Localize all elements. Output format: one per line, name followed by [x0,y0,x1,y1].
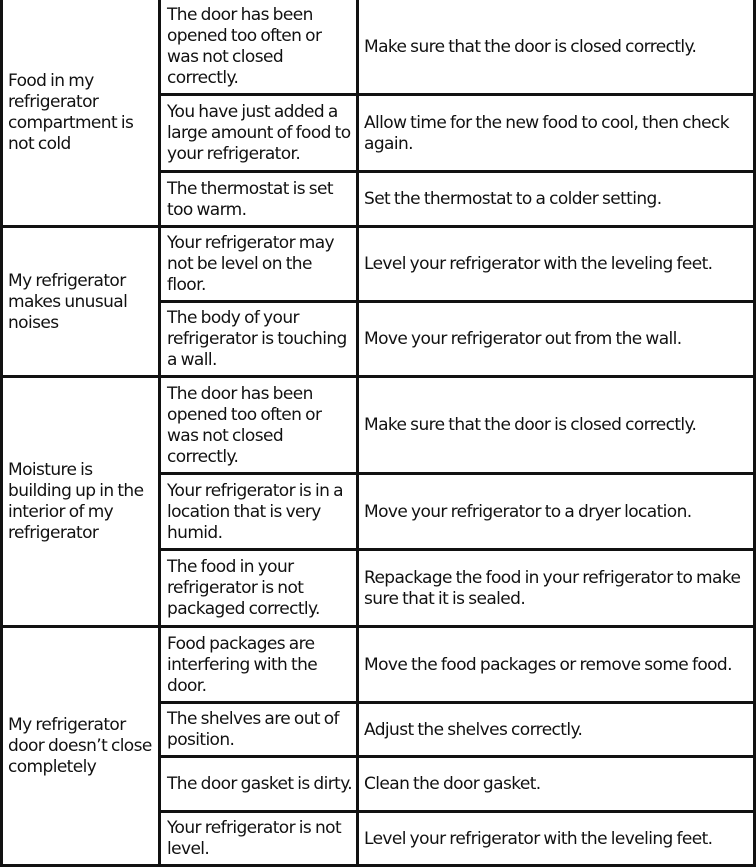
solution-cell [358,173,753,226]
cause-cell [161,758,356,811]
cause-text: The door has been opened too often or was not closed correctly. [167,5,322,88]
solution-cell [358,0,753,94]
problem-text: My refrigerator makes unusual noises [8,270,128,333]
solution-cell [358,628,753,702]
row-divider [158,93,756,96]
solution-cell [358,813,753,865]
solution-text: Make sure that the door is closed correctly. [364,415,697,435]
row-divider [158,810,756,813]
row-divider [158,472,756,475]
table-border-left [0,0,3,866]
cause-text: Your refrigerator may not be level on the floor. [167,233,335,295]
problem-text: My refrigerator door doesn’t close completely [8,715,152,777]
cause-cell [161,378,356,473]
cause-text: The body of your refrigerator is touching a wall. [167,308,347,370]
cause-cell [161,551,356,626]
solution-text: Level your refrigerator with the leveling feet. [364,254,713,274]
solution-cell [358,758,753,811]
group-divider [0,375,756,378]
cause-cell [161,228,356,301]
solution-text: Move the food packages or remove some food. [364,654,732,675]
solution-text: Move your refrigerator to a dryer location. [364,501,692,522]
solution-text: Move your refrigerator out from the wall. [364,329,682,349]
cause-cell [161,475,356,549]
solution-cell [358,475,753,549]
solution-cell [358,96,753,171]
cause-text: The thermostat is set too warm. [167,178,333,220]
solution-text: Repackage the food in your refrigerator to make sure that it is sealed. [364,567,741,609]
problem-cell [2,628,159,865]
row-divider [158,548,756,551]
problem-cell [2,378,159,626]
group-divider [0,225,756,228]
problem-text: Moisture is building up in the interior of my refrigerator [8,460,144,543]
cause-cell [161,0,356,94]
column-divider [158,0,161,866]
solution-cell [358,551,753,626]
solution-cell [358,378,753,473]
solution-text: Adjust the shelves correctly. [364,719,583,740]
cause-cell [161,628,356,702]
solution-cell [358,303,753,376]
cause-text: The door has been opened too often or was not closed correctly. [167,383,322,467]
cause-text: Your refrigerator is not level. [167,818,342,859]
solution-cell [358,228,753,301]
solution-text: Make sure that the door is closed correctly. [364,36,697,57]
solution-text: Allow time for the new food to cool, then check again. [364,112,729,154]
cause-text: Your refrigerator is in a location that is very humid. [167,480,343,543]
table-border-bottom [0,864,756,867]
problem-cell [2,228,159,376]
solution-text: Clean the door gasket. [364,774,541,794]
cause-text: The door gasket is dirty. [167,774,353,794]
cause-cell [161,173,356,226]
problem-text: Food in my refrigerator compartment is not cold [8,71,134,154]
cause-text: The shelves are out of position. [167,709,339,750]
row-divider [158,701,756,704]
group-divider [0,625,756,628]
cause-cell [161,303,356,376]
row-divider [158,755,756,758]
row-divider [158,300,756,303]
cause-cell [161,813,356,865]
solution-cell [358,704,753,756]
column-divider [356,0,359,866]
cause-cell [161,704,356,756]
cause-text: The food in your refrigerator is not packaged correctly. [167,557,320,619]
cause-text: Food packages are interfering with the door. [167,633,318,696]
cause-cell [161,96,356,171]
solution-text: Level your refrigerator with the leveling feet. [364,828,713,849]
problem-cell [2,0,159,226]
cause-text: You have just added a large amount of food to your refrigerator. [167,102,351,164]
solution-text: Set the thermostat to a colder setting. [364,189,662,209]
row-divider [158,170,756,173]
